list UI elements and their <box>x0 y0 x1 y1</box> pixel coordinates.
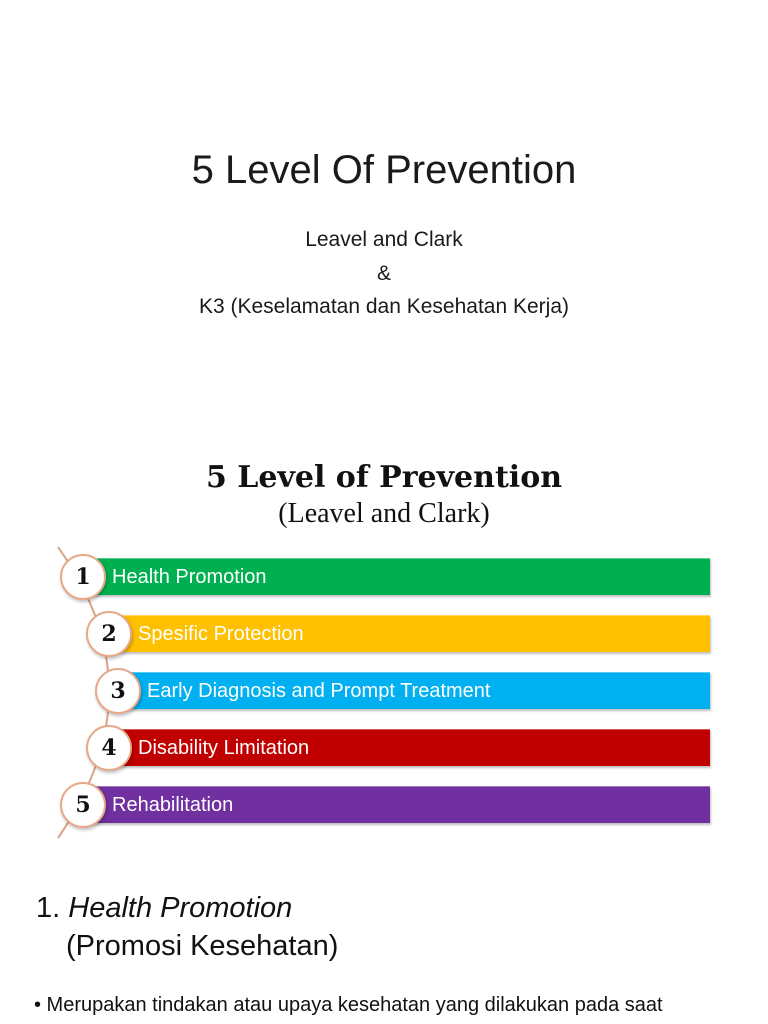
levels-slide <box>0 440 768 850</box>
section-heading <box>36 892 292 925</box>
level-number-5: 5 <box>60 782 106 828</box>
level-bar-5 <box>84 786 710 823</box>
heading-title: Health Promotion <box>68 892 293 924</box>
level-label: Early Diagnosis and Prompt Treatment <box>147 680 491 702</box>
level-label: Health Promotion <box>112 566 267 588</box>
level-label: Spesific Protection <box>138 623 304 645</box>
level-number-1: 1 <box>60 554 106 600</box>
level-bar-4 <box>110 729 710 766</box>
level-label: Rehabilitation <box>112 794 234 816</box>
level-number-3: 3 <box>95 668 141 714</box>
levels-subtitle: (Leavel and Clark) <box>278 498 490 529</box>
bullet-text: • Merupakan tindakan atau upaya kesehatan yang dilakukan pada saat <box>34 994 663 1016</box>
level-label: Disability Limitation <box>138 737 310 759</box>
section-subheading: (Promosi Kesehatan) <box>66 930 339 962</box>
slide-title: 5 Level Of Prevention <box>191 148 577 192</box>
level-number-2: 2 <box>86 611 132 657</box>
level-bar-1 <box>84 558 710 595</box>
level-bar-3 <box>119 672 710 709</box>
level-number-4: 4 <box>86 725 132 771</box>
level-bar-2 <box>110 615 710 652</box>
title-slide <box>0 0 768 420</box>
slide-subtitle-ampersand: & <box>376 262 391 285</box>
slide-subtitle-authors: Leavel and Clark <box>305 228 463 251</box>
slide-subtitle-k3: K3 (Keselamatan dan Kesehatan Kerja) <box>198 295 570 318</box>
levels-title: 5 Level of Prevention <box>205 460 563 495</box>
health-promotion-slide <box>0 870 768 1024</box>
heading-number: 1. <box>36 892 61 924</box>
